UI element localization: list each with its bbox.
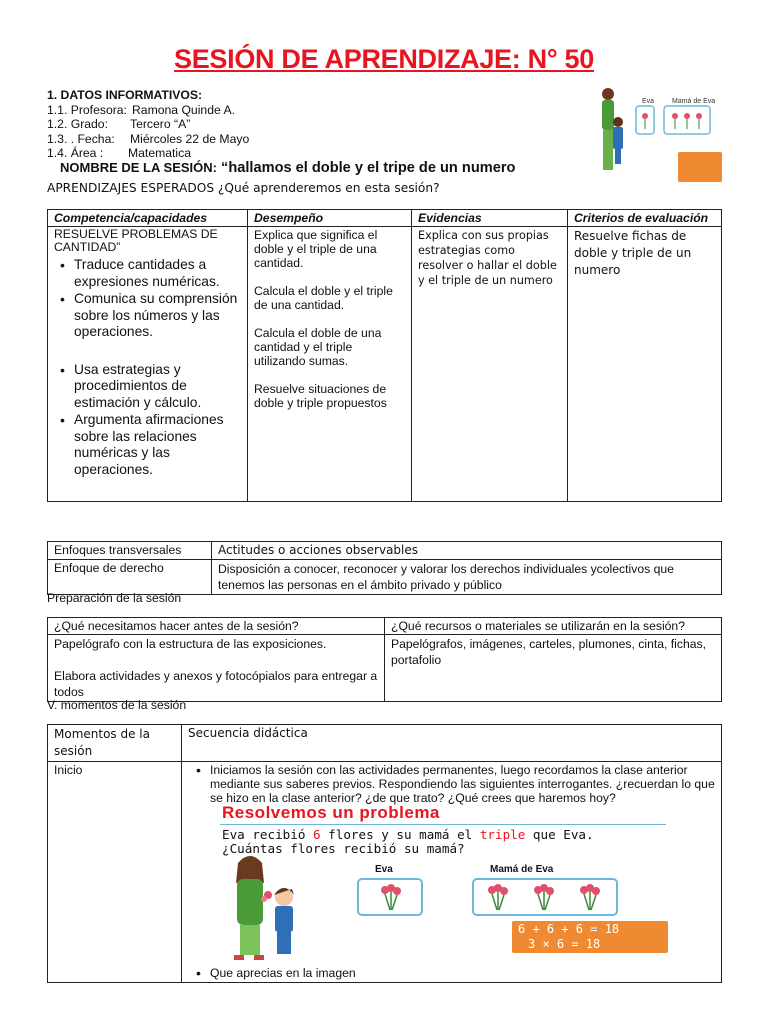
- momentos-label: V. momentos de la sesión: [47, 698, 187, 712]
- list-item: • Iniciamos la sesión con las actividades permanentes, luego recordamos la clase anterior mediante sus saberes previos. Respondiendo las siguientes interrogantes. ¿recuerdan lo que se hizo en la clase anterior? ¿de que trato? ¿Qué crees que haremos hoy?: [202, 763, 715, 805]
- mother-daughter-flowers-image: [598, 84, 724, 184]
- datos-row: [47, 103, 249, 118]
- secuencia-list: [188, 966, 715, 980]
- table-row: [48, 227, 722, 502]
- table-cell: Enfoque de derecho: [48, 560, 212, 595]
- illustration-title: Resolvemos un problema: [222, 803, 440, 822]
- enfoques-table: [47, 541, 722, 595]
- eva-flowers-box: [357, 878, 423, 916]
- desempeno-item: Resuelve situaciones de doble y triple propuestos: [254, 382, 387, 410]
- list-item: • Que aprecias en la imagen: [202, 966, 715, 980]
- datos-label: 1.2. Grado:: [47, 117, 108, 132]
- number-highlight: 6: [313, 827, 321, 842]
- text: flores y su mamá el: [320, 827, 480, 842]
- table-header: Secuencia didáctica: [182, 725, 722, 762]
- svg-text:Eva: Eva: [642, 98, 655, 105]
- table-header: Enfoques transversales: [48, 542, 212, 560]
- table-cell: Disposición a conocer, reconocer y valorar los derechos individuales ycolectivos que tenemos las personas en el ámbito privado y público: [212, 560, 722, 595]
- table-header: Desempeño: [248, 210, 412, 227]
- antes-item: Papelógrafo con la estructura de las exposiciones.: [54, 637, 327, 651]
- table-header-row: [48, 210, 722, 227]
- list-item: • Traduce cantidades a expresiones numéricas.: [66, 257, 241, 290]
- page-title: SESIÓN DE APRENDIZAJE: N° 50: [174, 44, 594, 74]
- competencias-table: [47, 209, 722, 502]
- datos-row: [47, 117, 249, 132]
- table-cell: Inicio: [48, 762, 182, 983]
- session-name: [60, 160, 515, 176]
- table-header: ¿Qué recursos o materiales se utilizarán en la sesión?: [385, 618, 722, 635]
- desempeno-item: Calcula el doble de una cantidad y el triple utilizando sumas.: [254, 326, 382, 368]
- preparacion-table: [47, 617, 722, 702]
- header-illustration: [598, 84, 724, 184]
- mama-label: Mamá de Eva: [490, 864, 554, 875]
- desempeno-cell: [248, 227, 412, 502]
- eva-label: Eva: [375, 864, 393, 875]
- divider: [220, 824, 666, 825]
- problem-line-1: [222, 827, 594, 842]
- problem-line-2: ¿Cuántas flores recibió su mamá?: [222, 841, 465, 856]
- competencia-title: RESUELVE PROBLEMAS DE CANTIDAD”: [54, 227, 218, 254]
- datos-value: Miércoles 22 de Mayo: [130, 131, 250, 146]
- list-item: • Argumenta afirmaciones sobre las relaciones numéricas y las operaciones.: [66, 412, 241, 478]
- datos-label: 1.3. . Fecha:: [47, 131, 115, 146]
- desempeno-item: Calcula el doble y el triple de una cantidad.: [254, 284, 393, 312]
- secuencia-list: [188, 763, 715, 805]
- session-name-value: “hallamos el doble y el tripe de un numero: [221, 160, 516, 176]
- datos-row: [47, 132, 249, 147]
- equations-box: [512, 921, 668, 953]
- datos-heading: 1. DATOS INFORMATIVOS:: [47, 88, 203, 102]
- table-cell: [48, 635, 385, 702]
- table-cell: Papelógrafos, imágenes, carteles, plumones, cinta, fichas, portafolio: [385, 635, 722, 702]
- datos-value: Tercero “A”: [130, 117, 191, 132]
- datos-label: 1.1. Profesora:: [47, 102, 127, 117]
- desempeno-item: Explica que significa el doble y el triple de una cantidad.: [254, 228, 378, 270]
- problem-illustration: [220, 803, 676, 958]
- session-name-label: NOMBRE DE LA SESIÓN:: [60, 160, 217, 175]
- aprendizajes-esperados: APRENDIZAJES ESPERADOS ¿Qué aprenderemos en esta sesión?: [47, 181, 440, 195]
- datos-informativos: [47, 88, 249, 161]
- criterios-cell: Resuelve fichas de doble y triple de un numero: [568, 227, 722, 502]
- evidencias-cell: Explica con sus propias estrategias como resolver o hallar el doble y el triple de un numero: [412, 227, 568, 502]
- table-header-row: [48, 618, 722, 635]
- svg-text:Mamá de Eva: Mamá de Eva: [672, 98, 716, 105]
- table-row: [48, 635, 722, 702]
- table-header: Evidencias: [412, 210, 568, 227]
- table-header-row: [48, 725, 722, 762]
- equation-2: 3 × 6 = 18: [528, 937, 601, 951]
- flowers-icon: [474, 880, 616, 914]
- table-header: Actitudes o acciones observables: [212, 542, 722, 560]
- table-header: Criterios de evaluación: [568, 210, 722, 227]
- datos-label: 1.4. Área :: [47, 146, 104, 161]
- mother-daughter-icon: [220, 853, 320, 963]
- equation-1: 6 + 6 + 6 = 18: [518, 922, 620, 936]
- antes-item: Elabora actividades y anexos y fotocópialos para entregar a todos: [54, 669, 378, 699]
- text: Eva recibió: [222, 827, 313, 842]
- mama-flowers-box: [472, 878, 618, 916]
- datos-value: Ramona Quinde A.: [132, 102, 235, 117]
- table-header: ¿Qué necesitamos hacer antes de la sesión?: [48, 618, 385, 635]
- capacidades-list: [54, 257, 241, 478]
- preparacion-label: Preparación de la sesión: [47, 591, 182, 605]
- table-row: [48, 560, 722, 595]
- list-item: • Comunica su comprensión sobre los números y las operaciones.: [66, 291, 241, 341]
- triple-highlight: triple: [479, 827, 526, 842]
- competencia-cell: [48, 227, 248, 502]
- text: que Eva.: [525, 827, 594, 842]
- datos-value: Matematica: [128, 146, 191, 161]
- table-header-row: [48, 542, 722, 560]
- flowers-icon: [359, 880, 421, 914]
- table-header: Competencia/capacidades: [48, 210, 248, 227]
- datos-row: [47, 146, 249, 161]
- table-header: Momentos de la sesión: [48, 725, 182, 762]
- list-item: • Usa estrategias y procedimientos de estimación y cálculo.: [66, 362, 241, 412]
